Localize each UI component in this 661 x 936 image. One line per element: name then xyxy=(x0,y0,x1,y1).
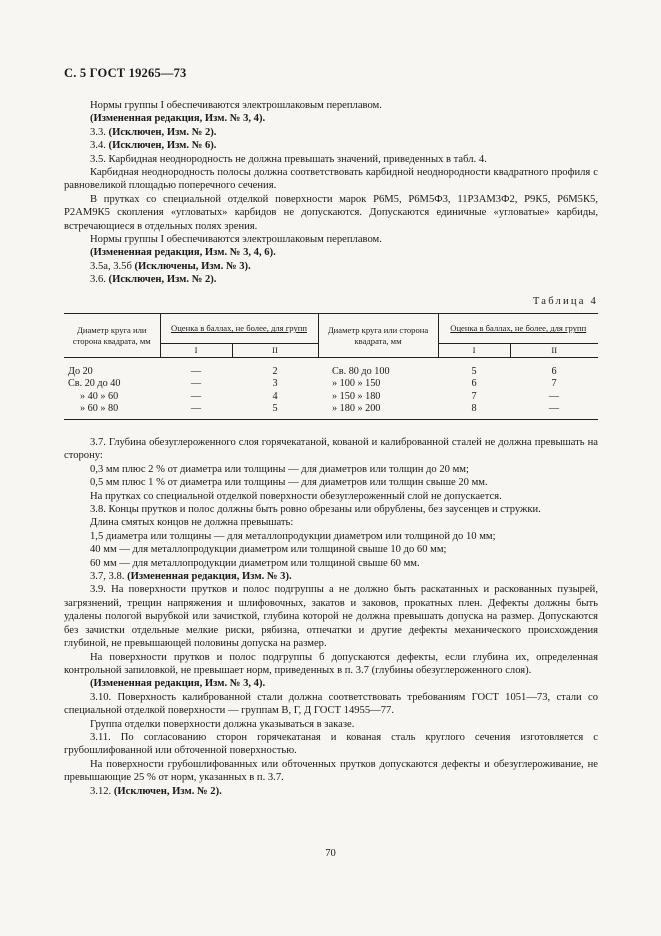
paragraph: На поверхности прутков и полос подгруппы б допускаются дефекты, если глубина их, определенная контрольной запиловкой, не превышает норм, приведенных в п. 3.7 (глубины обезуглероженного слоя). xyxy=(64,651,598,676)
amendment-note: (Измененная редакция, Изм. № 3, 4, 6). xyxy=(90,247,276,259)
paragraph: Карбидная неоднородность полосы должна соответствовать карбидной неоднородности квадратного профиля с равновеликой площадью поперечного сечения. xyxy=(64,167,598,192)
paragraph: 3.5. Карбидная неоднородность не должна превышать значений, приведенных в табл. 4. xyxy=(90,153,487,165)
amendment-note: (Измененная редакция, Изм. № 3, 4). xyxy=(90,678,266,690)
table-caption: Таблица 4 xyxy=(532,296,598,307)
paragraph: Нормы группы I обеспечиваются электрошлаковым переплавом. xyxy=(90,234,382,246)
header-diameter-left: Диаметр круга или сторона квадрата, мм xyxy=(64,314,160,358)
header-group-1: I xyxy=(438,344,510,358)
paragraph: На прутках со специальной отделкой поверхности обезуглероженный слой не допускается. xyxy=(90,490,502,502)
header-group-2: II xyxy=(232,344,318,358)
paragraph: В прутках со специальной отделкой поверхности марок Р6М5, Р6М5Ф3, 11Р3АМ3Ф2, Р9К5, Р6М5К5, Р2АМ9К5 скопления «угловатых» карбидов не допускаются. Допускаются единичные «угловатые» карбиды, встречающиеся в отдельных полях зрения. xyxy=(64,193,598,232)
page-number: 70 xyxy=(325,848,336,859)
paragraph: На поверхности грубошлифованных или обточенных прутков допускаются дефекты и обезуглероживание, не превышающие 25 % от норм, указанных в п. 3.7. xyxy=(64,758,598,784)
paragraph: 3.6. (Исключен, Изм. № 2). xyxy=(90,274,217,286)
header-diameter-right: Диаметр круга или сторона квадрата, мм xyxy=(318,314,438,358)
paragraph: 3.11. По согласованию сторон горячекатаная и кованая сталь круглого сечения изготовляется с грубошлифованной или обточенной поверхностью. xyxy=(64,731,598,757)
paragraph: 3.10. Поверхность калиброванной стали должна соответствовать требованиям ГОСТ 1051—73, стали со специальной отделкой поверхности — группам В, Г, Д ГОСТ 14955—77. xyxy=(64,691,598,717)
paragraph: 3.7. Глубина обезуглероженного слоя горячекатаной, кованой и калиброванной сталей не должна превышать на сторону: xyxy=(64,437,598,462)
paragraph: 0,3 мм плюс 2 % от диаметра или толщины — для диаметров или толщин до 20 мм; xyxy=(90,463,469,475)
paragraph: 3.5а, 3.5б (Исключены, Изм. № 3). xyxy=(90,260,251,272)
text-block-bottom xyxy=(64,436,598,798)
amendment-note: (Измененная редакция, Изм. № 3, 4). xyxy=(90,113,266,125)
table-row: » 60 » 80 — 5 » 180 » 200 8 — xyxy=(64,403,598,419)
paragraph: 3.7, 3.8. (Измененная редакция, Изм. № 3). xyxy=(90,571,292,583)
running-header: С. 5 ГОСТ 19265—73 xyxy=(64,66,187,80)
header-rating-left: Оценка в баллах, не более, для групп xyxy=(160,314,318,344)
paragraph: 3.12. (Исключен, Изм. № 2). xyxy=(90,785,222,797)
header-group-2: II xyxy=(510,344,598,358)
paragraph: 3.8. Концы прутков и полос должны быть ровно обрезаны или обрублены, без заусенцев и стружки. xyxy=(90,504,541,516)
table-row: До 20 — 2 Св. 80 до 100 5 6 xyxy=(68,366,557,377)
paragraph: 1,5 диаметра или толщины — для металлопродукции диаметром или толщиной до 10 мм; xyxy=(90,530,496,542)
header-group-1: I xyxy=(160,344,232,358)
header-rating-right: Оценка в баллах, не более, для групп xyxy=(438,314,598,344)
paragraph: 60 мм — для металлопродукции диаметром или толщиной свыше 60 мм. xyxy=(90,557,420,569)
paragraph: 3.4. (Исключен, Изм. № 6). xyxy=(90,140,217,152)
paragraph: Группа отделки поверхности должна указываться в заказе. xyxy=(90,718,355,730)
table-row: Св. 20 до 40 — 3 » 100 » 150 6 7 xyxy=(68,378,557,390)
paragraph: 40 мм — для металлопродукции диаметром или толщиной свыше 10 до 60 мм; xyxy=(90,544,447,556)
paragraph: Длина смятых концов не должна превышать: xyxy=(90,517,294,529)
paragraph: 0,5 мм плюс 1 % от диаметра или толщины — для диаметров или толщин свыше 20 мм. xyxy=(90,477,488,489)
table-row: » 40 » 60 — 4 » 150 » 180 7 — xyxy=(80,390,560,402)
paragraph: 3.9. На поверхности прутков и полос подгруппы а не должно быть раскатанных и раскованных пузырей, загрязнений, трещин напряжения и шлифовочных, закатов и заковов, прокатных плен. Дефекты должны быть удалены пологой вырубкой или зачисткой, глубина которой не должна превышать допуска на размер. Допускаются без зачистки отдельные мелкие риски, рябизна, отпечатки и другие дефекты механического происхождения глубиной, не превышающей половины допуска на размер. xyxy=(64,584,598,650)
paragraph: 3.3. (Исключен, Изм. № 2). xyxy=(90,126,217,138)
table-4 xyxy=(64,313,598,420)
text-block-top xyxy=(64,99,598,287)
paragraph: Нормы группы I обеспечиваются электрошлаковым переплавом. xyxy=(90,100,382,111)
